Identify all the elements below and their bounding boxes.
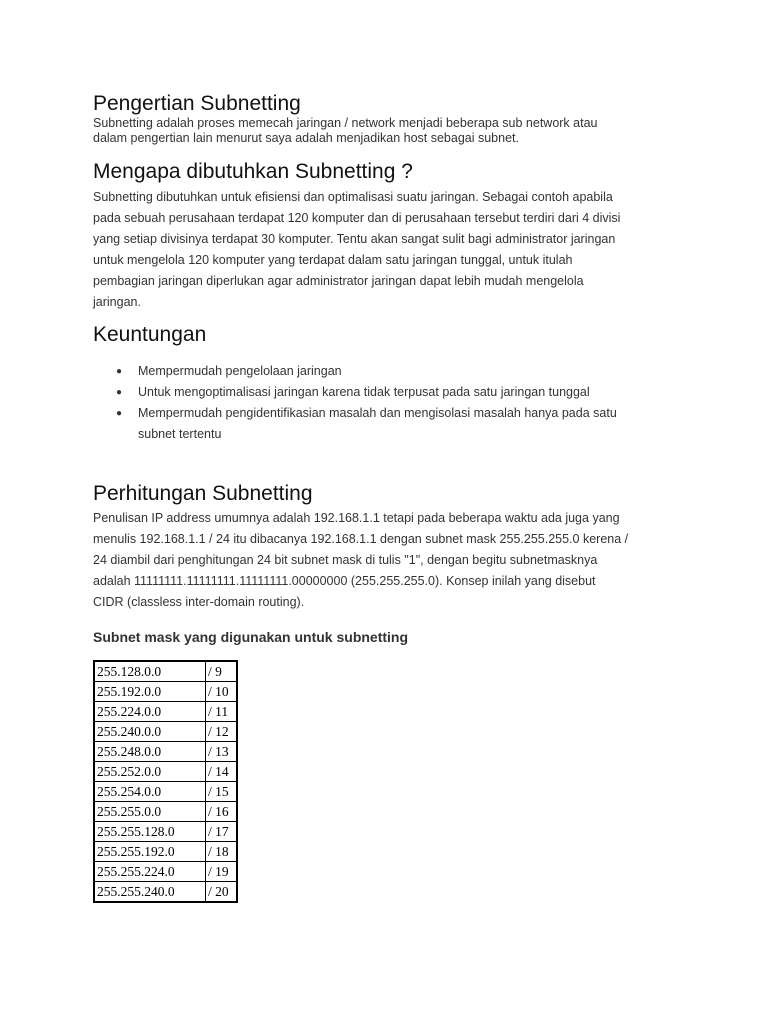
section-title-pengertian: Pengertian Subnetting [93,92,301,115]
bullet-icon: ● [116,387,123,398]
mask-cell: 255.255.240.0 [94,882,206,903]
list-item-text: subnet tertentu [138,427,222,441]
cidr-cell: / 12 [206,722,238,742]
table-row [94,862,237,882]
cidr-cell: / 17 [206,822,238,842]
paragraph-line: untuk mengelola 120 komputer yang terdapat dalam satu jaringan tunggal, untuk itulah [93,253,573,267]
table-row [94,802,237,822]
cidr-cell: / 13 [206,742,238,762]
cidr-cell: / 10 [206,682,238,702]
list-item-text: Mempermudah pengidentifikasian masalah dan mengisolasi masalah hanya pada satu [138,406,617,420]
mask-cell: 255.255.0.0 [94,802,206,822]
mask-cell: 255.128.0.0 [94,661,206,682]
mask-cell: 255.240.0.0 [94,722,206,742]
mask-cell: 255.252.0.0 [94,762,206,782]
cidr-cell: / 18 [206,842,238,862]
mask-cell: 255.255.192.0 [94,842,206,862]
table-row [94,661,237,682]
paragraph-line: yang setiap divisinya terdapat 30 komputer. Tentu akan sangat sulit bagi administrator jaringan [93,232,616,246]
paragraph-line: pada sebuah perusahaan terdapat 120 komputer dan di perusahaan tersebut terdiri dari 4 divisi [93,211,621,225]
cidr-cell: / 14 [206,762,238,782]
section-title-mengapa: Mengapa dibutuhkan Subnetting ? [93,160,413,183]
paragraph-line: menulis 192.168.1.1 / 24 itu dibacanya 192.168.1.1 dengan subnet mask 255.255.255.0 kerena / [93,532,629,546]
paragraph-line: Penulisan IP address umumnya adalah 192.168.1.1 tetapi pada beberapa waktu ada juga yang [93,511,620,525]
list-item [93,382,683,403]
list-item [93,403,683,445]
cidr-cell: / 9 [206,661,238,682]
paragraph-line: dalam pengertian lain menurut saya adalah menjadikan host sebagai subnet. [93,131,519,145]
mask-cell: 255.254.0.0 [94,782,206,802]
paragraph-line: 24 diambil dari penghitungan 24 bit subnet mask di tulis "1", dengan begitu subnetmasknya [93,553,598,567]
paragraph-line: jaringan. [93,295,141,309]
table-row [94,842,237,862]
table-row [94,742,237,762]
paragraph-perhitungan [93,508,683,613]
paragraph-line: Subnetting dibutuhkan untuk efisiensi dan optimalisasi suatu jaringan. Sebagai contoh apabila [93,190,613,204]
mask-cell: 255.192.0.0 [94,682,206,702]
bullet-icon: ● [116,408,123,419]
paragraph-line: Subnetting adalah proses memecah jaringan / network menjadi beberapa sub network atau [93,116,598,130]
section-title-keuntungan: Keuntungan [93,323,207,346]
paragraph-pengertian [93,116,683,146]
table-row [94,702,237,722]
table-row [94,722,237,742]
paragraph-line: CIDR (classless inter-domain routing). [93,595,305,609]
list-item-text: Mempermudah pengelolaan jaringan [138,364,342,378]
paragraph-line: adalah 11111111.11111111.11111111.00000000 (255.255.255.0). Konsep inilah yang disebut [93,574,596,588]
mask-cell: 255.248.0.0 [94,742,206,762]
table-row [94,822,237,842]
cidr-cell: / 11 [206,702,238,722]
mask-cell: 255.224.0.0 [94,702,206,722]
mask-cell: 255.255.224.0 [94,862,206,882]
document-page [93,92,683,903]
table-row [94,762,237,782]
paragraph-mengapa [93,187,683,313]
cidr-cell: / 16 [206,802,238,822]
bullet-icon: ● [116,366,123,377]
list-item-text: Untuk mengoptimalisasi jaringan karena tidak terpusat pada satu jaringan tunggal [138,385,590,399]
paragraph-line: pembagian jaringan diperlukan agar administrator jaringan dapat lebih mudah mengelola [93,274,584,288]
subnet-mask-table [93,660,238,903]
table-row [94,682,237,702]
mask-cell: 255.255.128.0 [94,822,206,842]
cidr-cell: / 20 [206,882,238,903]
list-item [93,361,683,382]
table-row [94,782,237,802]
table-row [94,882,237,903]
cidr-cell: / 15 [206,782,238,802]
cidr-cell: / 19 [206,862,238,882]
subnet-mask-subheading: Subnet mask yang digunakan untuk subnetting [93,629,409,645]
keuntungan-list [93,361,683,445]
section-title-perhitungan: Perhitungan Subnetting [93,482,313,505]
